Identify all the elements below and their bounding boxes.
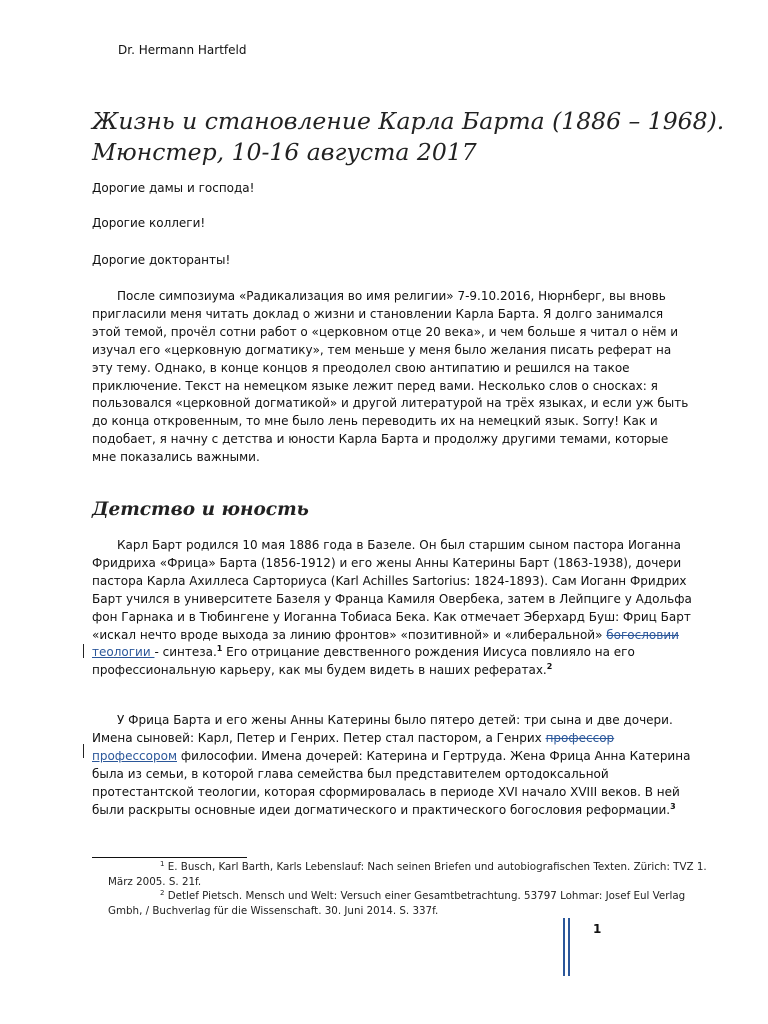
section-paragraph-1 [92, 537, 692, 680]
change-bar-1 [83, 644, 84, 658]
page-border-line [563, 918, 565, 976]
document-author: Dr. Hermann Hartfeld [118, 43, 247, 57]
section-heading: Детство и юность [92, 499, 309, 520]
footnote-separator [92, 857, 247, 858]
p1-text-mid: - синтеза. [154, 645, 217, 660]
footnote-ref-3[interactable]: 3 [670, 801, 676, 811]
page-border-line [568, 918, 570, 976]
page-number: 1 [593, 922, 602, 936]
footnote-text: Detlef Pietsch. Mensch und Welt: Versuch einer Gesamtbetrachtung. 53797 Lohmar: Josef Eul Verlag Gmbh, / Buchverlag für die Wissenschaft. 30. Juni 2014. S. 337f. [108, 890, 686, 917]
tracked-deletion[interactable]: профессор [545, 730, 615, 745]
footnote-ref-2[interactable]: 2 [546, 662, 553, 672]
intro-paragraph: После симпозиума «Радикализация во имя религии» 7-9.10.2016, Нюрнберг, вы вновь пригласили меня читать доклад о жизни и становлении Карла Барта. Я долго занимался этой темой, прочёл сотни работ о «церковном отце 20 века», и чем больше я читал о нём и изучал его «церковную догматику», тем меньше у меня было желания писать реферат на эту тему. Однако, в конце концов я преодолел свою антипатию и решился на такое приключение. Текст на немецком языке лежит перед вами. Несколько слов о сносках: я пользовался «церковной догматикой» и другой литературой на трёх языках, и если уж быть до конца откровенным, то мне было лень переводить их на немецкий язык. Sorry! Как и подобает, я начну с детства и юности Карла Барта и продолжу другими темами, которые мне показались важными. [92, 289, 689, 465]
footnote-ref-1[interactable]: 1 [216, 644, 223, 654]
footnote-text: E. Busch, Karl Barth, Karls Lebenslauf: Nach seinen Briefen und autobiografischen Texten. Zürich: TVZ 1. März 2005. S. 21f. [108, 861, 707, 888]
section-paragraph-2 [92, 712, 692, 819]
tracked-insertion[interactable]: профессором [92, 748, 177, 763]
p2-text-after: философии. Имена дочерей: Катерина и Гертруда. Жена Фрица Анна Катерина была из семьи, в которой глава семейства был представителем ортодоксальной протестантской теологии, которая сформировалась в периоде XVI начало XVIII веков. В ней были раскрыты основные идеи догматического и практического богословия реформации. [92, 748, 691, 817]
footnote-1 [108, 860, 708, 889]
footnote-number: 1 [160, 860, 165, 868]
document-title: Жизнь и становление Карла Барта (1886 – 1968). Мюнстер, 10-16 августа 2017 [92, 107, 725, 166]
footnote-2 [108, 889, 708, 918]
tracked-deletion[interactable]: богословии [606, 627, 679, 642]
greeting-1: Дорогие дамы и господа! [92, 181, 255, 195]
footnote-number: 2 [160, 889, 165, 897]
greeting-2: Дорогие коллеги! [92, 216, 206, 230]
tracked-insertion[interactable]: теологии [92, 645, 155, 660]
p1-text-before: Карл Барт родился 10 мая 1886 года в Базеле. Он был старшим сыном пастора Иоганна Фридриха «Фрица» Барта (1856-1912) и его жены Анны Катерины Барт (1863-1938), дочери пастора Карла Ахиллеса Сарториуса (Karl Achilles Sartorius: 1824-1893). Сам Иоганн Фридрих Барт учился в университете Базеля у Франца Камиля Овербека, затем в Лейпциге у Адольфа фон Гарнака и в Тюбингене у Иоганна Тобиаса Бека. Как отмечает Эберхард Буш: Фриц Барт «искал нечто вроде выхода за линию фронтов» «позитивной» и «либеральной» [92, 538, 692, 642]
p1-text-after: Его отрицание девственного рождения Иисуса повлияло на его профессиональную карьеру, как мы будем видеть в наших рефератах. [92, 645, 635, 678]
change-bar-2 [83, 744, 84, 758]
greeting-3: Дорогие докторанты! [92, 253, 231, 267]
p2-text-before: У Фрица Барта и его жены Анны Катерины было пятеро детей: три сына и две дочери. Имена сыновей: Карл, Петер и Генрих. Петер стал пастором, а Генрих [92, 713, 673, 745]
